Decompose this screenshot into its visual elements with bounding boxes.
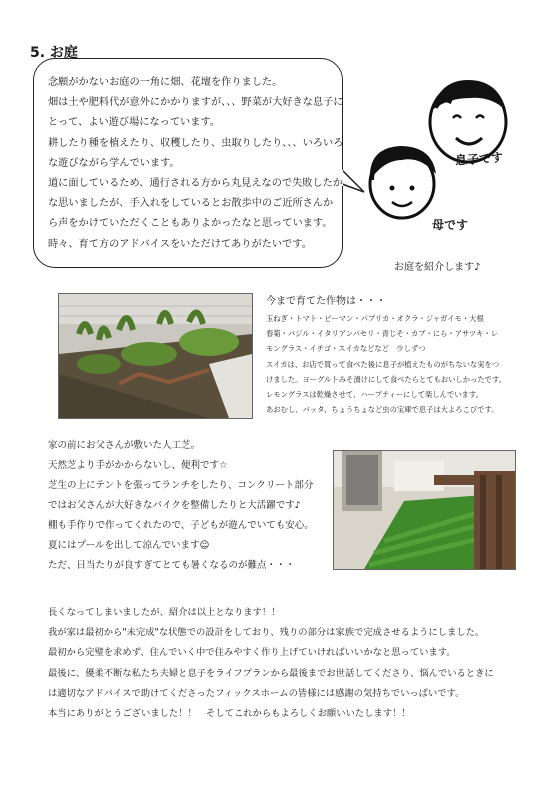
vegetables-section [266, 292, 536, 417]
turf-line: 夏にはプールを出して涼んでいます☺ [48, 540, 210, 551]
garden-photo [58, 293, 253, 419]
closing-line: 最初から完璧を求めず、住んでいく中で住みやすく作り上げていければいいかなと思っています。 [48, 647, 456, 659]
turf-line: 芝生の上にテントを張ってランチをしたり、コンクリート部分 [48, 480, 314, 491]
section-title: 5. お庭 [30, 45, 78, 61]
faces-caption: お庭を紹介します♪ [394, 262, 481, 273]
bubble-line: とって、よい遊び場になっています。 [48, 117, 220, 129]
mother-label: 母です [432, 218, 469, 232]
bubble-line: な遊びながら学んでいます。 [48, 157, 180, 169]
vegetables-line: モングラス・イチゴ・スイカなどなど 少しずつ [266, 344, 426, 354]
vegetables-line: レモングラスは乾燥させて、ハーブティーにして楽しんでいます。 [266, 390, 483, 400]
turf-line: 棚も手作りで作ってくれたので、子どもが遊んでいても安心。 [48, 520, 314, 531]
bubble-line: 時々、育て方のアドバイスをいただけてありがたいです。 [48, 238, 312, 250]
vegetables-line: 玉ねぎ・トマト・ピーマン・パプリカ・オクラ・ジャガイモ・大根 [266, 314, 484, 323]
vegetables-line: けました。ヨーグルトみそ漬けにして食べたらとてもおいしかったです。 [266, 374, 506, 384]
bubble-line: 耕したり種を植えたり、収穫したり、虫取りしたり、、、いろいろ [48, 137, 344, 149]
turf-section [48, 436, 338, 576]
bubble-line: 道に面しているため、通行される方から丸見えなので失敗したか [48, 178, 344, 190]
mother-face-icon [370, 146, 436, 218]
vegetables-line: 春菊・バジル・イタリアンパセリ・青じそ・カブ・にら・アサツキ・レ [266, 329, 499, 339]
turf-line: 天然芝より手がかからないし、便利です☆ [48, 460, 228, 471]
vegetables-line: スイカは、お店で買って食べた後に息子が植えたものがちないな実をつ [266, 359, 500, 369]
closing-section [48, 603, 528, 724]
son-label: 息子です [454, 150, 504, 168]
closing-line: 長くなってしまいましたが、紹介は以上となります！！ [48, 607, 281, 618]
closing-line: は適切なアドバイスで助けてくださったフィックスホームの皆様には感謝の気持ちでいっぱいです。 [48, 687, 465, 699]
bubble-line: 念願がかないお庭の一角に畑、花壇を作りました。 [48, 77, 283, 88]
bubble-line: 畑は土や肥料代が意外にかかりますが、、、野菜が大好きな息子に [48, 97, 344, 109]
turf-line: 家の前にお父さんが敷いた人工芝。 [48, 440, 201, 451]
closing-line: 最後に、優柔不断な私たち夫婦と息子をライフプランから最後までお世話してくださり、悩んでいるときに [48, 667, 494, 679]
vegetables-line: あおむし、バッタ、ちょうちょなど虫の宝庫で息子は大よろこびです。 [266, 405, 499, 415]
turf-line: ではお父さんが大好きなバイクを整備したりと大活躍です♪ [48, 500, 301, 511]
bubble-line: ら声をかけていただくこともありよかったなと思っています。 [48, 218, 333, 230]
closing-line: 我が家は最初から"未完成"な状態での設計をしており、残りの部分は家族で完成させるようにしました。 [48, 627, 485, 639]
bubble-line: な思いましたが、手入れをしているとお散歩中のご近所さんか [48, 198, 334, 210]
bubble-text [48, 73, 348, 255]
vegetables-heading: 今まで育てた作物は・・・ [266, 296, 386, 307]
closing-line: 本当にありがとうございました！！ そしてこれからもよろしくお願いいたします！！ [48, 708, 411, 720]
turf-line: ただ、日当たりが良すぎてとても暑くなるのが難点・・・ [48, 560, 296, 571]
turf-photo [333, 450, 516, 570]
